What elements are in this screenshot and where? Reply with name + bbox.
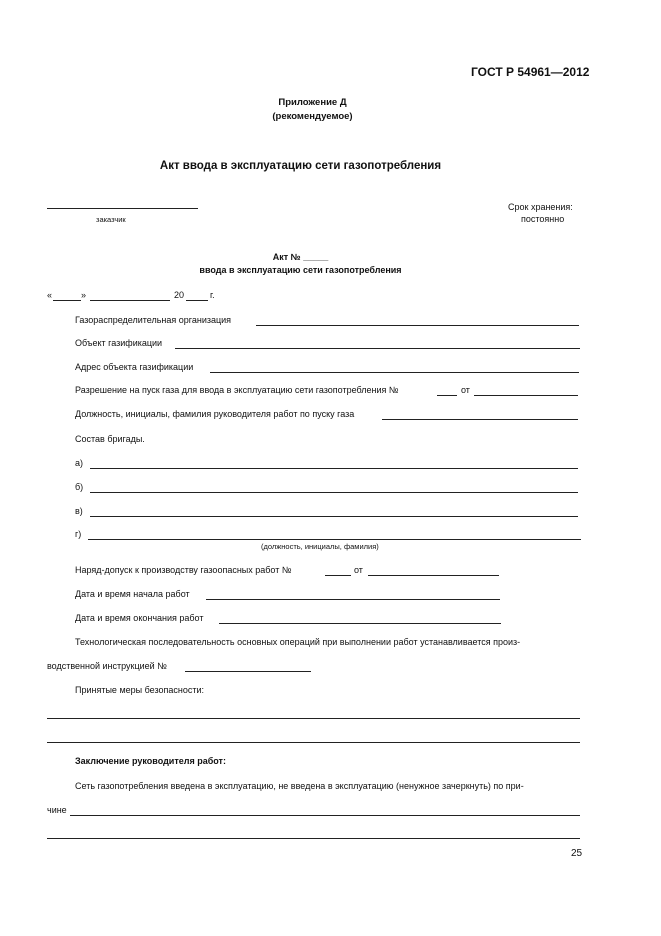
start-time-line[interactable] — [206, 599, 500, 600]
storage-value: постоянно — [521, 214, 565, 224]
date-year-line[interactable] — [186, 300, 208, 301]
team-d-label: г) — [75, 529, 82, 539]
team-c-line[interactable] — [90, 516, 578, 517]
network-status-text: Сеть газопотребления введена в эксплуатацию, не введена в эксплуатацию (ненужное зачеркнуть) по при- — [75, 781, 524, 791]
tech-sequence-text-cont: водственной инструкцией № — [47, 661, 167, 671]
date-day-line[interactable] — [53, 300, 81, 301]
act-subtitle: ввода в эксплуатацию сети газопотребления — [199, 265, 402, 275]
safety-line-2[interactable] — [47, 742, 580, 743]
gas-org-line[interactable] — [256, 325, 579, 326]
team-b-line[interactable] — [90, 492, 578, 493]
page-title: Акт ввода в эксплуатацию сети газопотребления — [159, 160, 442, 172]
date-year-prefix: 20 — [174, 290, 185, 300]
customer-label: заказчик — [96, 215, 126, 224]
conclusion-heading: Заключение руководителя работ: — [75, 756, 226, 766]
work-permit-number-line[interactable] — [325, 575, 351, 576]
tech-sequence-text: Технологическая последовательность основных операций при выполнении работ устанавливается произ- — [75, 637, 521, 647]
document-code: ГОСТ Р 54961—2012 — [471, 65, 590, 79]
team-d-line[interactable] — [88, 539, 581, 540]
object-address-line[interactable] — [210, 372, 579, 373]
safety-line-1[interactable] — [47, 718, 580, 719]
work-permit-label: Наряд-допуск к производству газоопасных работ № — [75, 565, 292, 575]
reason-line[interactable] — [70, 815, 580, 816]
permit-label: Разрешение на пуск газа для ввода в эксплуатацию сети газопотребления № — [75, 385, 399, 395]
reason-label: чине — [47, 805, 67, 815]
object-address-label: Адрес объекта газификации — [75, 362, 194, 372]
permit-from-label: от — [461, 385, 470, 395]
safety-label: Принятые меры безопасности: — [75, 685, 205, 695]
customer-line — [47, 208, 198, 209]
team-label: Состав бригады. — [75, 434, 145, 444]
date-open-quote: « — [47, 290, 53, 300]
end-time-label: Дата и время окончания работ — [75, 613, 204, 623]
gas-org-label: Газораспределительная организация — [75, 315, 232, 325]
gas-object-line[interactable] — [175, 348, 580, 349]
start-time-label: Дата и время начала работ — [75, 589, 190, 599]
date-month-line[interactable] — [90, 300, 170, 301]
team-caption: (должность, инициалы, фамилия) — [261, 542, 379, 551]
work-permit-date-line[interactable] — [368, 575, 499, 576]
instruction-number-line[interactable] — [185, 671, 311, 672]
team-b-label: б) — [75, 482, 84, 492]
head-of-works-label: Должность, инициалы, фамилия руководителя работ по пуску газа — [75, 409, 355, 419]
end-time-line[interactable] — [219, 623, 501, 624]
annex-title: Приложение Д — [278, 97, 347, 108]
gas-object-label: Объект газификации — [75, 338, 163, 348]
team-c-label: в) — [75, 506, 83, 516]
act-number: Акт № _____ — [272, 252, 329, 262]
reason-line-2[interactable] — [47, 838, 580, 839]
annex-subtitle: (рекомендуемое) — [272, 111, 353, 122]
head-of-works-line[interactable] — [382, 419, 578, 420]
work-permit-from-label: от — [354, 565, 363, 575]
permit-date-line[interactable] — [474, 395, 578, 396]
date-year-suffix: г. — [210, 290, 215, 300]
team-a-line[interactable] — [90, 468, 578, 469]
date-close-quote: » — [81, 290, 87, 300]
team-a-label: а) — [75, 458, 84, 468]
page-number: 25 — [571, 848, 583, 859]
annex-heading — [0, 96, 643, 124]
permit-number-line[interactable] — [437, 395, 457, 396]
storage-label: Срок хранения: — [508, 202, 573, 212]
